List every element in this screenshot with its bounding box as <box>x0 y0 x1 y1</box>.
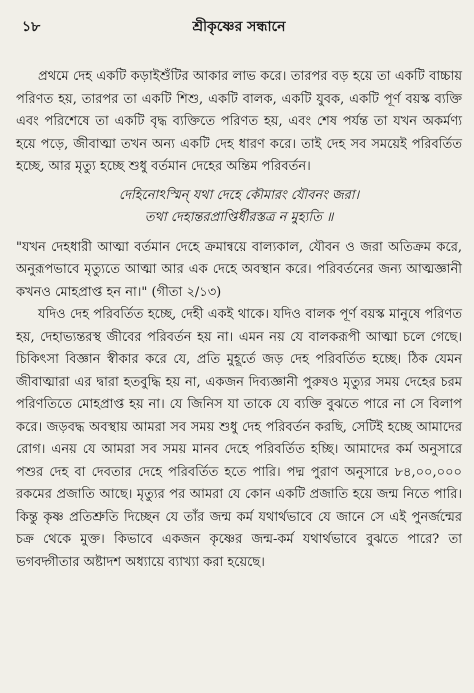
verse-line-1: দেহিনোঽস্মিন্ যথা দেহে কৌমারং যৌবনং জরা। <box>118 187 360 203</box>
paragraph-body-1: প্রথমে দেহ একটি কড়াইশুঁটির আকার লাভ করে। তারপর বড় হয়ে তা একটি বাচ্চায় পরিণত হয়, তারপর তা একটি শিশু, একটি বালক, একটি যুবক, একটি পূর্ণ বয়স্ক ব্যক্তি এবং পরিশেষে তা একটি বৃদ্ধ ব্যক্তিতে পরিণত হয়, এবং শেষ পর্যন্ত তা যখন অকর্মণ্য হয়ে পড়ে, জীবাত্মা তখন অন্য একটি দেহ ধারণ করে। তাই দেহ সব সময়েই পরিবর্তিত হচ্ছে, আর মৃত্যু হচ্ছে শুধু বর্তমান দেহের অন্তিম পরিবর্তন। <box>16 69 462 174</box>
page-number: ১৮ <box>22 19 41 35</box>
verse-line-2: তথা দেহান্তরপ্রাপ্তির্ধীরস্তত্র ন মুহ্যতি ॥ <box>144 209 334 225</box>
running-title: শ্রীকৃষ্ণের সন্ধানে <box>192 19 286 35</box>
sanskrit-verse <box>16 185 462 229</box>
page-header <box>16 16 462 38</box>
verse-translation: "যখন দেহধারী আত্মা বর্তমান দেহে ক্রমান্বয়ে বাল্যকাল, যৌবন ও জরা অতিক্রম করে, অনুরূপভাবে মৃত্যুতে আত্মা আর এক দেহে অবস্থান করে। পরিবর্তনের জন্য আত্মজ্ঞানী কখনও মোহপ্রাপ্ত হন না।" (গীতা ২/১৩) <box>16 239 462 300</box>
paragraph-body-2: যদিও দেহ পরিবর্তিত হচ্ছে, দেহী একই থাকে। যদিও বালক পূর্ণ বয়স্ক মানুষে পরিণত হয়, দেহাভ্যন্তরস্থ জীবের পরিবর্তন হয় না। এমন নয় যে বালকরূপী আত্মা চলে গেছে। চিকিৎসা বিজ্ঞান স্বীকার করে যে, প্রতি মুহূর্তে জড় দেহ পরিবর্তিত হচ্ছে। ঠিক যেমন জীবাত্মারা এর দ্বারা হতবুদ্ধি হয় না, একজন দিব্যজ্ঞানী পুরুষও মৃত্যুর সময় দেহের চরম পরিণতিতে মোহপ্রাপ্ত হয় না। যে জিনিস যা তাকে যে ব্যক্তি বুঝতে পারে না সে বিলাপ করে। জড়বদ্ধ অবস্থায় আমরা সব সময় শুধু দেহ পরিবর্তন করছি, সেটিই হচ্ছে আমাদের রোগ। এনয় যে আমরা সব সময় মানব দেহে পরিবর্তিত হচ্ছি। আমাদের কর্ম অনুসারে পশুর দেহ বা দেবতার দেহে পরিবর্তিত হতে পারি। পদ্ম পুরাণ অনুসারে ৮৪,০০,০০০ রকমের প্রজাতি আছে। মৃত্যুর পর আমরা যে কোন একটি প্রজাতি হয়ে জন্ম নিতে পারি। কিন্তু কৃষ্ণ প্রতিশ্রুতি দিচ্ছেন যে তাঁর জন্ম কর্ম যথার্থভাবে যে জানে সে এই পুনর্জন্মের চক্র থেকে মুক্ত। কিভাবে একজন কৃষ্ণের জন্ম-কর্ম যথার্থভাবে বুঝতে পারে? তা ভগবদ্গীতার অষ্টাদশ অধ্যায়ে ব্যাখ্যা করা হয়েছে। <box>16 307 462 570</box>
